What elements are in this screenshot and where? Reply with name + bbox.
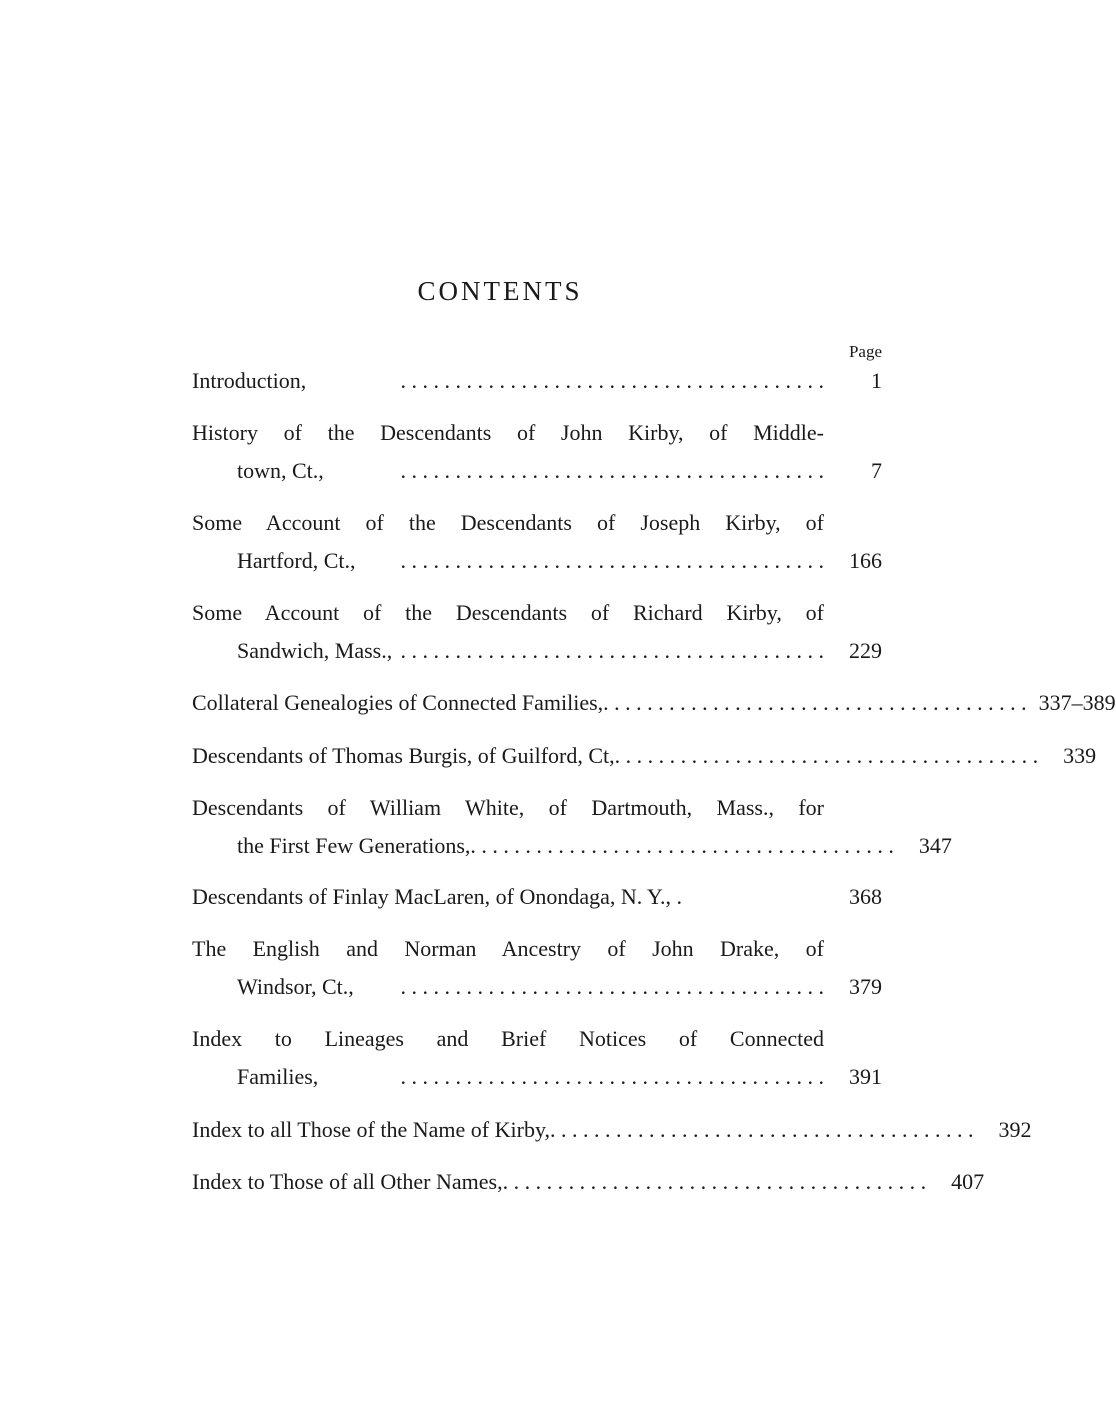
toc-entry-page: 392 (998, 1117, 1032, 1142)
dot-leader: . . . . . . . . . . . . . . . . . . . . . . . . . . . . . . . . . . . . . . . (400, 638, 824, 663)
toc-entry-line (192, 827, 952, 865)
toc-entry-page: 337–389 (1038, 690, 1116, 715)
toc-entry-title: Sandwich, Mass., (237, 638, 393, 663)
toc-entry-line (192, 632, 882, 670)
toc-entry-line (192, 1111, 1032, 1149)
toc-entry-collateral-genealogies (192, 684, 1116, 722)
toc-entry-title: town, Ct., (237, 458, 324, 483)
toc-entry-line (192, 452, 882, 490)
toc-entry-title-line1: Some Account of the Descendants of Joseph Kirby, of (192, 510, 824, 535)
toc-entry-line (192, 878, 882, 916)
toc-entry-introduction (192, 362, 882, 400)
toc-entry-line (192, 1058, 882, 1096)
toc-entry-title: Introduction, (192, 368, 307, 393)
toc-entry-line (192, 737, 1097, 775)
toc-entry-line (192, 1163, 985, 1201)
dot-leader: . . . . . . . . . . . . . . . . . . . . . . . . . . . . . . . . . . . . . . . (470, 833, 894, 858)
toc-entry-title: Descendants of Thomas Burgis, of Guilford, Ct, (192, 743, 615, 768)
toc-entry-index-other-names (192, 1163, 985, 1201)
dot-leader: . . . . . . . . . . . . . . . . . . . . . . . . . . . . . . . . . . . . . . . (614, 743, 1039, 768)
toc-entry-richard-kirby (192, 594, 882, 670)
toc-entry-page: 379 (849, 974, 882, 999)
toc-entry-page: 407 (951, 1169, 985, 1194)
dot-leader: . . . . . . . . . . . . . . . . . . . . . . . . . . . . . . . . . . . . . . . (502, 1169, 927, 1194)
toc-entry-title-line1: History of the Descendants of John Kirby, of Middle- (192, 420, 824, 445)
dot-leader: . . . . . . . . . . . . . . . . . . . . . . . . . . . . . . . . . . . . . . . (550, 1117, 974, 1142)
toc-entry-title: Collateral Genealogies of Connected Families, (192, 690, 604, 715)
toc-entry-line (192, 542, 882, 580)
toc-entry-william-white (192, 789, 952, 865)
toc-entry-line (192, 684, 1116, 722)
dot-leader: . . . . . . . . . . . . . . . . . . . . . . . . . . . . . . . . . . . . . . . (603, 690, 1027, 715)
toc-entry-page: 1 (871, 368, 882, 393)
toc-entry-page: 166 (849, 548, 882, 573)
toc-entry-title: the First Few Generations, (237, 833, 471, 858)
toc-entry-finlay-maclaren (192, 878, 882, 916)
dot-leader: . . . . . . . . . . . . . . . . . . . . . . . . . . . . . . . . . . . . . . . (400, 458, 824, 483)
toc-entry-title: Families, (237, 1064, 319, 1089)
toc-entry-john-drake (192, 930, 882, 1006)
page-column-label: Page (848, 342, 882, 361)
dot-leader: . . . . . . . . . . . . . . . . . . . . . . . . . . . . . . . . . . . . . . . (400, 1064, 824, 1089)
toc-entry-title: Index to Those of all Other Names, (192, 1169, 503, 1194)
toc-entry-title-line1: The English and Norman Ancestry of John Drake, of (192, 936, 824, 961)
toc-entry-title: Descendants of Finlay MacLaren, of Onondaga, N. Y., . (192, 884, 682, 909)
toc-entry-line (192, 968, 882, 1006)
toc-entry-page: 229 (849, 638, 882, 663)
toc-entry-line (192, 362, 882, 400)
toc-entry-page: 339 (1063, 743, 1097, 768)
toc-entry-title-line1: Some Account of the Descendants of Richard Kirby, of (192, 600, 824, 625)
dot-leader: . . . . . . . . . . . . . . . . . . . . . . . . . . . . . . . . . . . . . . . (400, 548, 824, 573)
toc-entry-title: Hartford, Ct., (237, 548, 356, 573)
toc-entry-title-line1: Descendants of William White, of Dartmouth, Mass., for (192, 795, 824, 820)
page-title: CONTENTS (417, 276, 583, 306)
toc-entry-thomas-burgis (192, 737, 1097, 775)
dot-leader: . . . . . . . . . . . . . . . . . . . . . . . . . . . . . . . . . . . . . . . (400, 368, 824, 393)
toc-entry-joseph-kirby (192, 504, 882, 580)
toc-entry-john-kirby (192, 414, 882, 490)
toc-entry-page: 391 (849, 1064, 882, 1089)
toc-entry-title: Index to all Those of the Name of Kirby, (192, 1117, 551, 1142)
dot-leader: . . . . . . . . . . . . . . . . . . . . . . . . . . . . . . . . . . . . . . . (400, 974, 824, 999)
toc-entry-title: Windsor, Ct., (237, 974, 354, 999)
toc-entry-title-line1: Index to Lineages and Brief Notices of Connected (192, 1026, 824, 1051)
toc-entry-page: 7 (871, 458, 882, 483)
toc-entry-page: 347 (918, 833, 952, 858)
toc-entry-index-lineages (192, 1020, 882, 1096)
toc-entry-page: 368 (849, 884, 882, 909)
toc-entry-index-kirby (192, 1111, 1032, 1149)
